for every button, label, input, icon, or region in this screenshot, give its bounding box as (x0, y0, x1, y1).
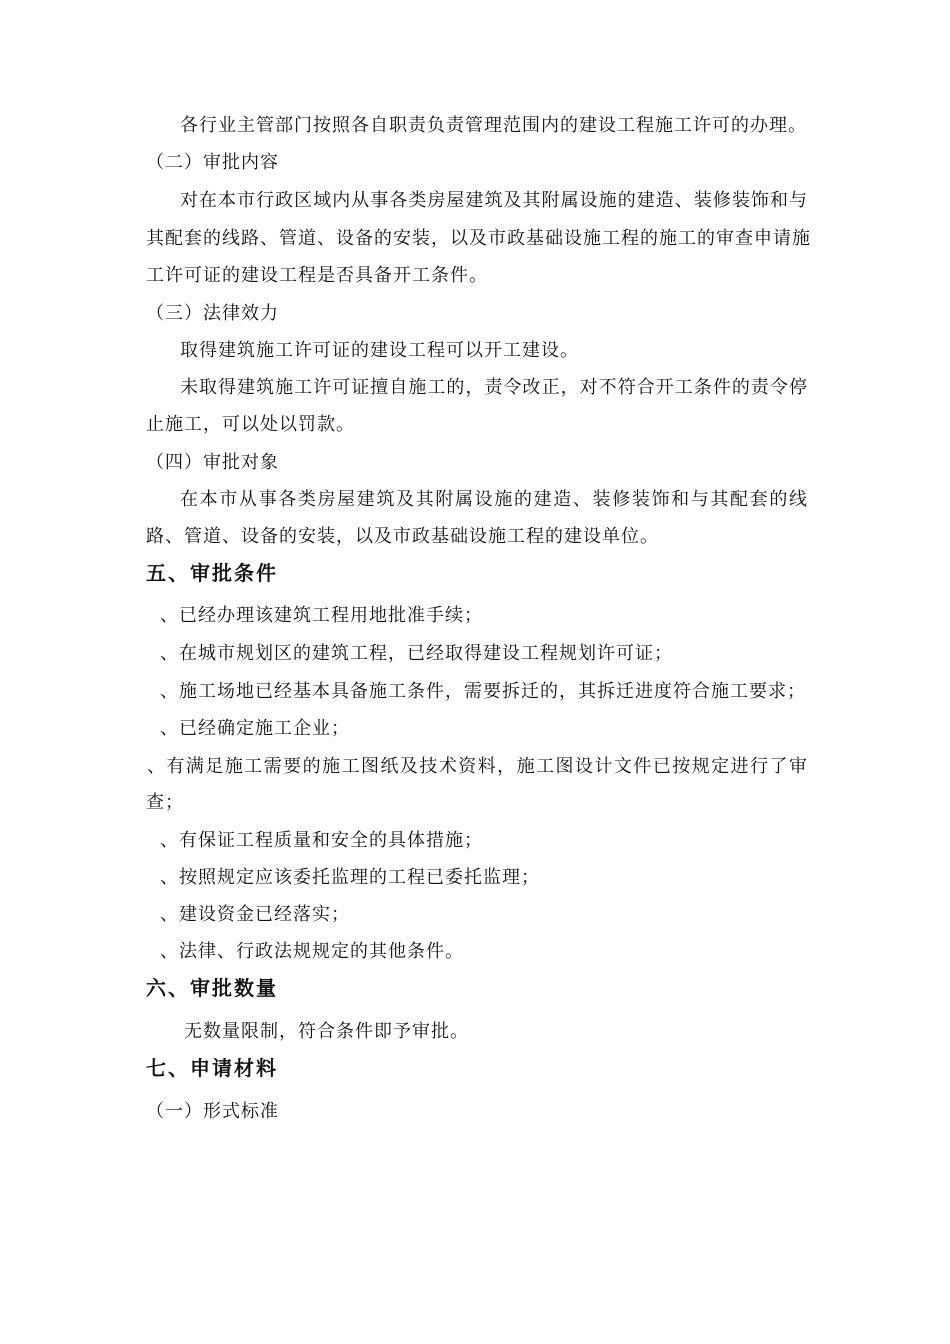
paragraph-line: 路、管道、设备的安装，以及市政基础设施工程的建设单位。 (146, 526, 659, 547)
paragraph-line: 未取得建筑施工许可证擅自施工的，责令改正，对不符合开工条件的责令停 (180, 377, 808, 398)
paragraph-line: 止施工，可以处以罚款。 (146, 414, 355, 435)
condition-item-continuation: 查； (146, 792, 184, 813)
paragraph-line: 工许可证的建设工程是否具备开工条件。 (146, 265, 488, 286)
condition-item: 、按照规定应该委托监理的工程已委托监理； (160, 867, 540, 888)
paragraph-line: 在本市从事各类房屋建筑及其附属设施的建造、装修装饰和与其配套的线 (180, 489, 808, 510)
condition-item: 、已经办理该建筑工程用地批准手续； (160, 605, 483, 626)
section-heading: 六、审批数量 (146, 976, 278, 1000)
subsection-title: （三）法律效力 (146, 303, 279, 324)
condition-item: 、已经确定施工企业； (160, 718, 350, 739)
paragraph-line: 其配套的线路、管道、设备的安装，以及市政基础设施工程的施工的审查申请施 (146, 228, 811, 249)
paragraph-line: 对在本市行政区域内从事各类房屋建筑及其附属设施的建造、装修装饰和与 (180, 190, 808, 211)
paragraph-line: 各行业主管部门按照各自职责负责管理范围内的建设工程施工许可的办理。 (180, 115, 807, 136)
condition-item: 、在城市规划区的建筑工程，已经取得建设工程规划许可证； (160, 643, 673, 664)
condition-item: 、有保证工程质量和安全的具体措施； (160, 830, 483, 851)
condition-item: 、法律、行政法规规定的其他条件。 (160, 941, 464, 962)
condition-item: 、施工场地已经基本具备施工条件，需要拆迁的，其拆迁进度符合施工要求； (160, 681, 806, 702)
subsection-title: （四）审批对象 (146, 452, 279, 473)
subsection-title: （一）形式标准 (146, 1101, 279, 1122)
paragraph-line: 取得建筑施工许可证的建设工程可以开工建设。 (180, 340, 579, 361)
section-heading: 五、审批条件 (146, 561, 278, 585)
section-heading: 七、申请材料 (146, 1056, 278, 1080)
subsection-title: （二）审批内容 (146, 152, 279, 173)
paragraph-line: 无数量限制，符合条件即予审批。 (184, 1021, 469, 1042)
condition-item: 、有满足施工需要的施工图纸及技术资料，施工图设计文件已按规定进行了审 (147, 756, 808, 777)
condition-item: 、建设资金已经落实； (160, 904, 350, 925)
